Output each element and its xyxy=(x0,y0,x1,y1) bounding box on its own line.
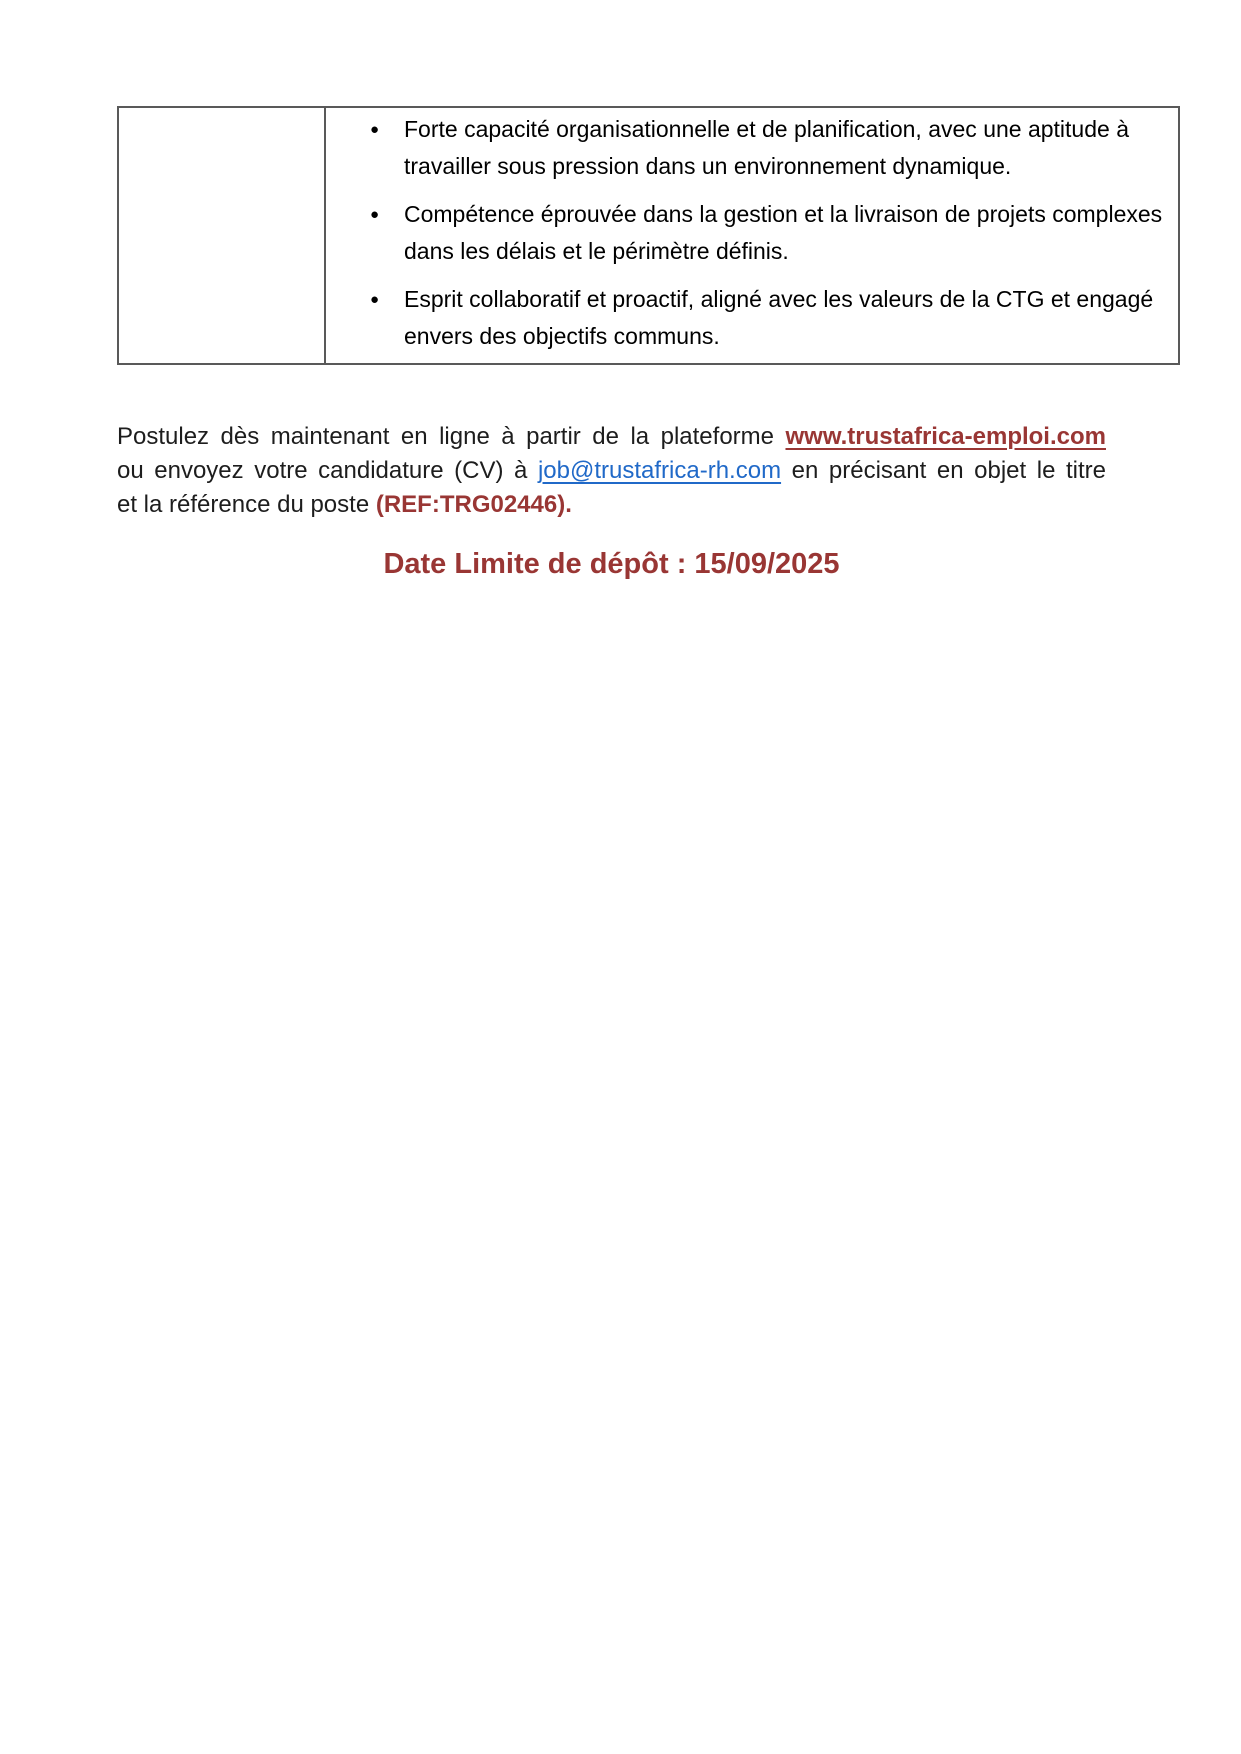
table-empty-cell xyxy=(119,108,326,363)
bullet-line: envers des objectifs communs. xyxy=(404,323,720,349)
job-reference: (REF:TRG02446). xyxy=(375,491,572,518)
application-email-link[interactable]: job@trustafrica-rh.com xyxy=(537,457,782,484)
bullet-icon: ● xyxy=(370,206,380,223)
bullet-icon: ● xyxy=(370,121,380,138)
bullet-text xyxy=(404,196,1164,270)
paragraph-text: ou envoyez votre candidature (CV) à xyxy=(117,457,538,484)
paragraph-line xyxy=(117,488,1106,522)
bullet-line: Esprit collaboratif et proactif, aligné avec les valeurs de la CTG et engagé xyxy=(404,286,1154,312)
paragraph-text: en précisant en objet le titre xyxy=(781,457,1106,484)
jobs-platform-link[interactable]: www.trustafrica-emploi.com xyxy=(785,423,1106,450)
requirements-cell xyxy=(326,108,1178,363)
bullet-line: dans les délais et le périmètre définis. xyxy=(404,238,789,264)
paragraph-text: Postulez dès maintenant en ligne à partir de la plateforme xyxy=(117,423,786,450)
paragraph-line xyxy=(117,454,1106,488)
deadline-heading: Date Limite de dépôt : 15/09/2025 xyxy=(383,548,840,580)
bullet-text xyxy=(404,281,1164,355)
bullet-line: Compétence éprouvée dans la gestion et la livraison de projets complexes xyxy=(404,201,1163,227)
bullet-text xyxy=(404,111,1164,185)
bullet-item xyxy=(326,111,1164,185)
bullet-line: Forte capacité organisationnelle et de planification, avec une aptitude à xyxy=(404,116,1129,142)
paragraph-text: et la référence du poste xyxy=(117,491,376,518)
bullet-item xyxy=(326,196,1164,270)
application-paragraph xyxy=(117,420,1106,522)
bullet-item xyxy=(326,281,1164,355)
bullet-icon: ● xyxy=(370,291,380,308)
bullet-line: travailler sous pression dans un environnement dynamique. xyxy=(404,153,1012,179)
paragraph-line xyxy=(117,420,1106,454)
requirements-table xyxy=(117,106,1180,365)
